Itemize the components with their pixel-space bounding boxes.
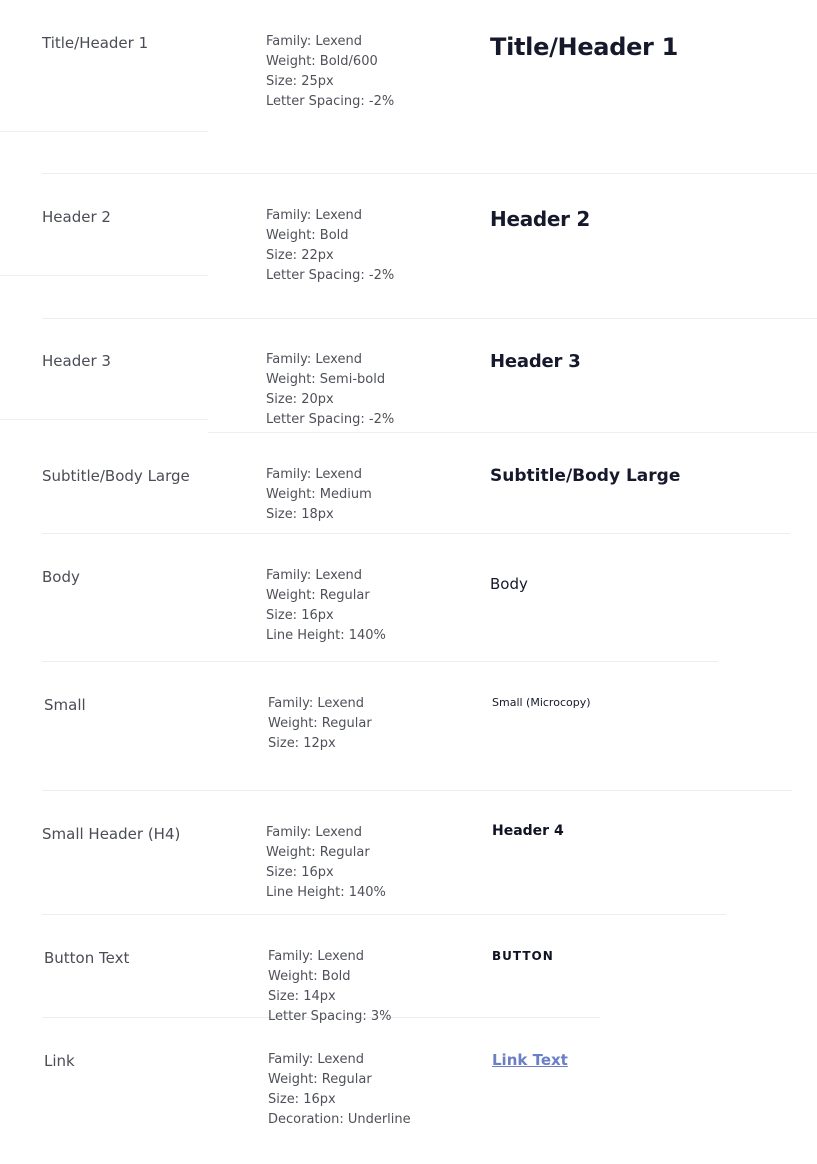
spec-size: Size: 12px	[268, 736, 336, 751]
style-spec-list	[268, 947, 392, 1027]
style-name: Button Text	[44, 949, 130, 967]
style-name: Body	[42, 568, 80, 586]
style-sample: Small (Microcopy)	[492, 696, 591, 709]
spec-weight: Weight: Regular	[266, 588, 370, 603]
spec-line-height: Line Height: 140%	[266, 885, 386, 900]
spec-family: Family: Lexend	[268, 696, 364, 711]
divider	[42, 173, 817, 174]
spec-weight: Weight: Bold/600	[266, 54, 378, 69]
style-name: Small Header (H4)	[42, 825, 181, 843]
spec-family: Family: Lexend	[268, 949, 364, 964]
spec-size: Size: 16px	[266, 865, 334, 880]
link-text-sample[interactable]: Link Text	[492, 1051, 568, 1069]
divider	[42, 533, 790, 534]
spec-weight: Weight: Regular	[268, 1072, 372, 1087]
spec-family: Family: Lexend	[268, 1052, 364, 1067]
spec-size: Size: 25px	[266, 74, 334, 89]
style-sample: Header 4	[492, 823, 564, 839]
divider	[42, 318, 817, 319]
divider	[0, 419, 208, 420]
spec-family: Family: Lexend	[266, 34, 362, 49]
style-spec-list	[268, 1050, 411, 1130]
style-name: Subtitle/Body Large	[42, 467, 190, 485]
spec-family: Family: Lexend	[266, 352, 362, 367]
spec-letter-spacing: Letter Spacing: 3%	[268, 1009, 392, 1024]
divider	[42, 790, 792, 791]
spec-weight: Weight: Regular	[268, 716, 372, 731]
divider	[42, 914, 726, 915]
spec-family: Family: Lexend	[266, 825, 362, 840]
spec-family: Family: Lexend	[266, 568, 362, 583]
spec-weight: Weight: Medium	[266, 487, 372, 502]
spec-family: Family: Lexend	[266, 467, 362, 482]
style-sample: Header 3	[490, 351, 581, 372]
spec-weight: Weight: Semi-bold	[266, 372, 386, 387]
divider	[0, 131, 208, 132]
style-sample: BUTTON	[492, 949, 554, 963]
divider	[42, 661, 718, 662]
spec-size: Size: 16px	[268, 1092, 336, 1107]
style-name: Header 3	[42, 352, 111, 370]
style-spec-list	[268, 694, 372, 754]
spec-decoration: Decoration: Underline	[268, 1112, 411, 1127]
spec-size: Size: 20px	[266, 392, 334, 407]
spec-size: Size: 16px	[266, 608, 334, 623]
style-sample: Subtitle/Body Large	[490, 466, 681, 486]
style-name: Header 2	[42, 208, 111, 226]
style-name: Title/Header 1	[42, 34, 149, 52]
divider	[208, 432, 817, 433]
spec-weight: Weight: Regular	[266, 845, 370, 860]
style-spec-list	[266, 566, 386, 646]
style-name: Link	[44, 1052, 75, 1070]
style-sample: Header 2	[490, 207, 591, 231]
divider	[0, 275, 208, 276]
style-spec-list	[266, 465, 372, 525]
spec-letter-spacing: Letter Spacing: -2%	[266, 412, 395, 427]
style-sample: Body	[490, 575, 528, 593]
spec-weight: Weight: Bold	[266, 228, 349, 243]
spec-family: Family: Lexend	[266, 208, 362, 223]
spec-size: Size: 22px	[266, 248, 334, 263]
spec-letter-spacing: Letter Spacing: -2%	[266, 94, 395, 109]
spec-letter-spacing: Letter Spacing: -2%	[266, 268, 395, 283]
spec-size: Size: 18px	[266, 507, 334, 522]
style-spec-list	[266, 350, 394, 430]
style-sample: Title/Header 1	[490, 33, 679, 61]
style-spec-list	[266, 823, 386, 903]
style-spec-list	[266, 32, 394, 112]
spec-line-height: Line Height: 140%	[266, 628, 386, 643]
spec-size: Size: 14px	[268, 989, 336, 1004]
style-spec-list	[266, 206, 394, 286]
spec-weight: Weight: Bold	[268, 969, 351, 984]
style-name: Small	[44, 696, 86, 714]
